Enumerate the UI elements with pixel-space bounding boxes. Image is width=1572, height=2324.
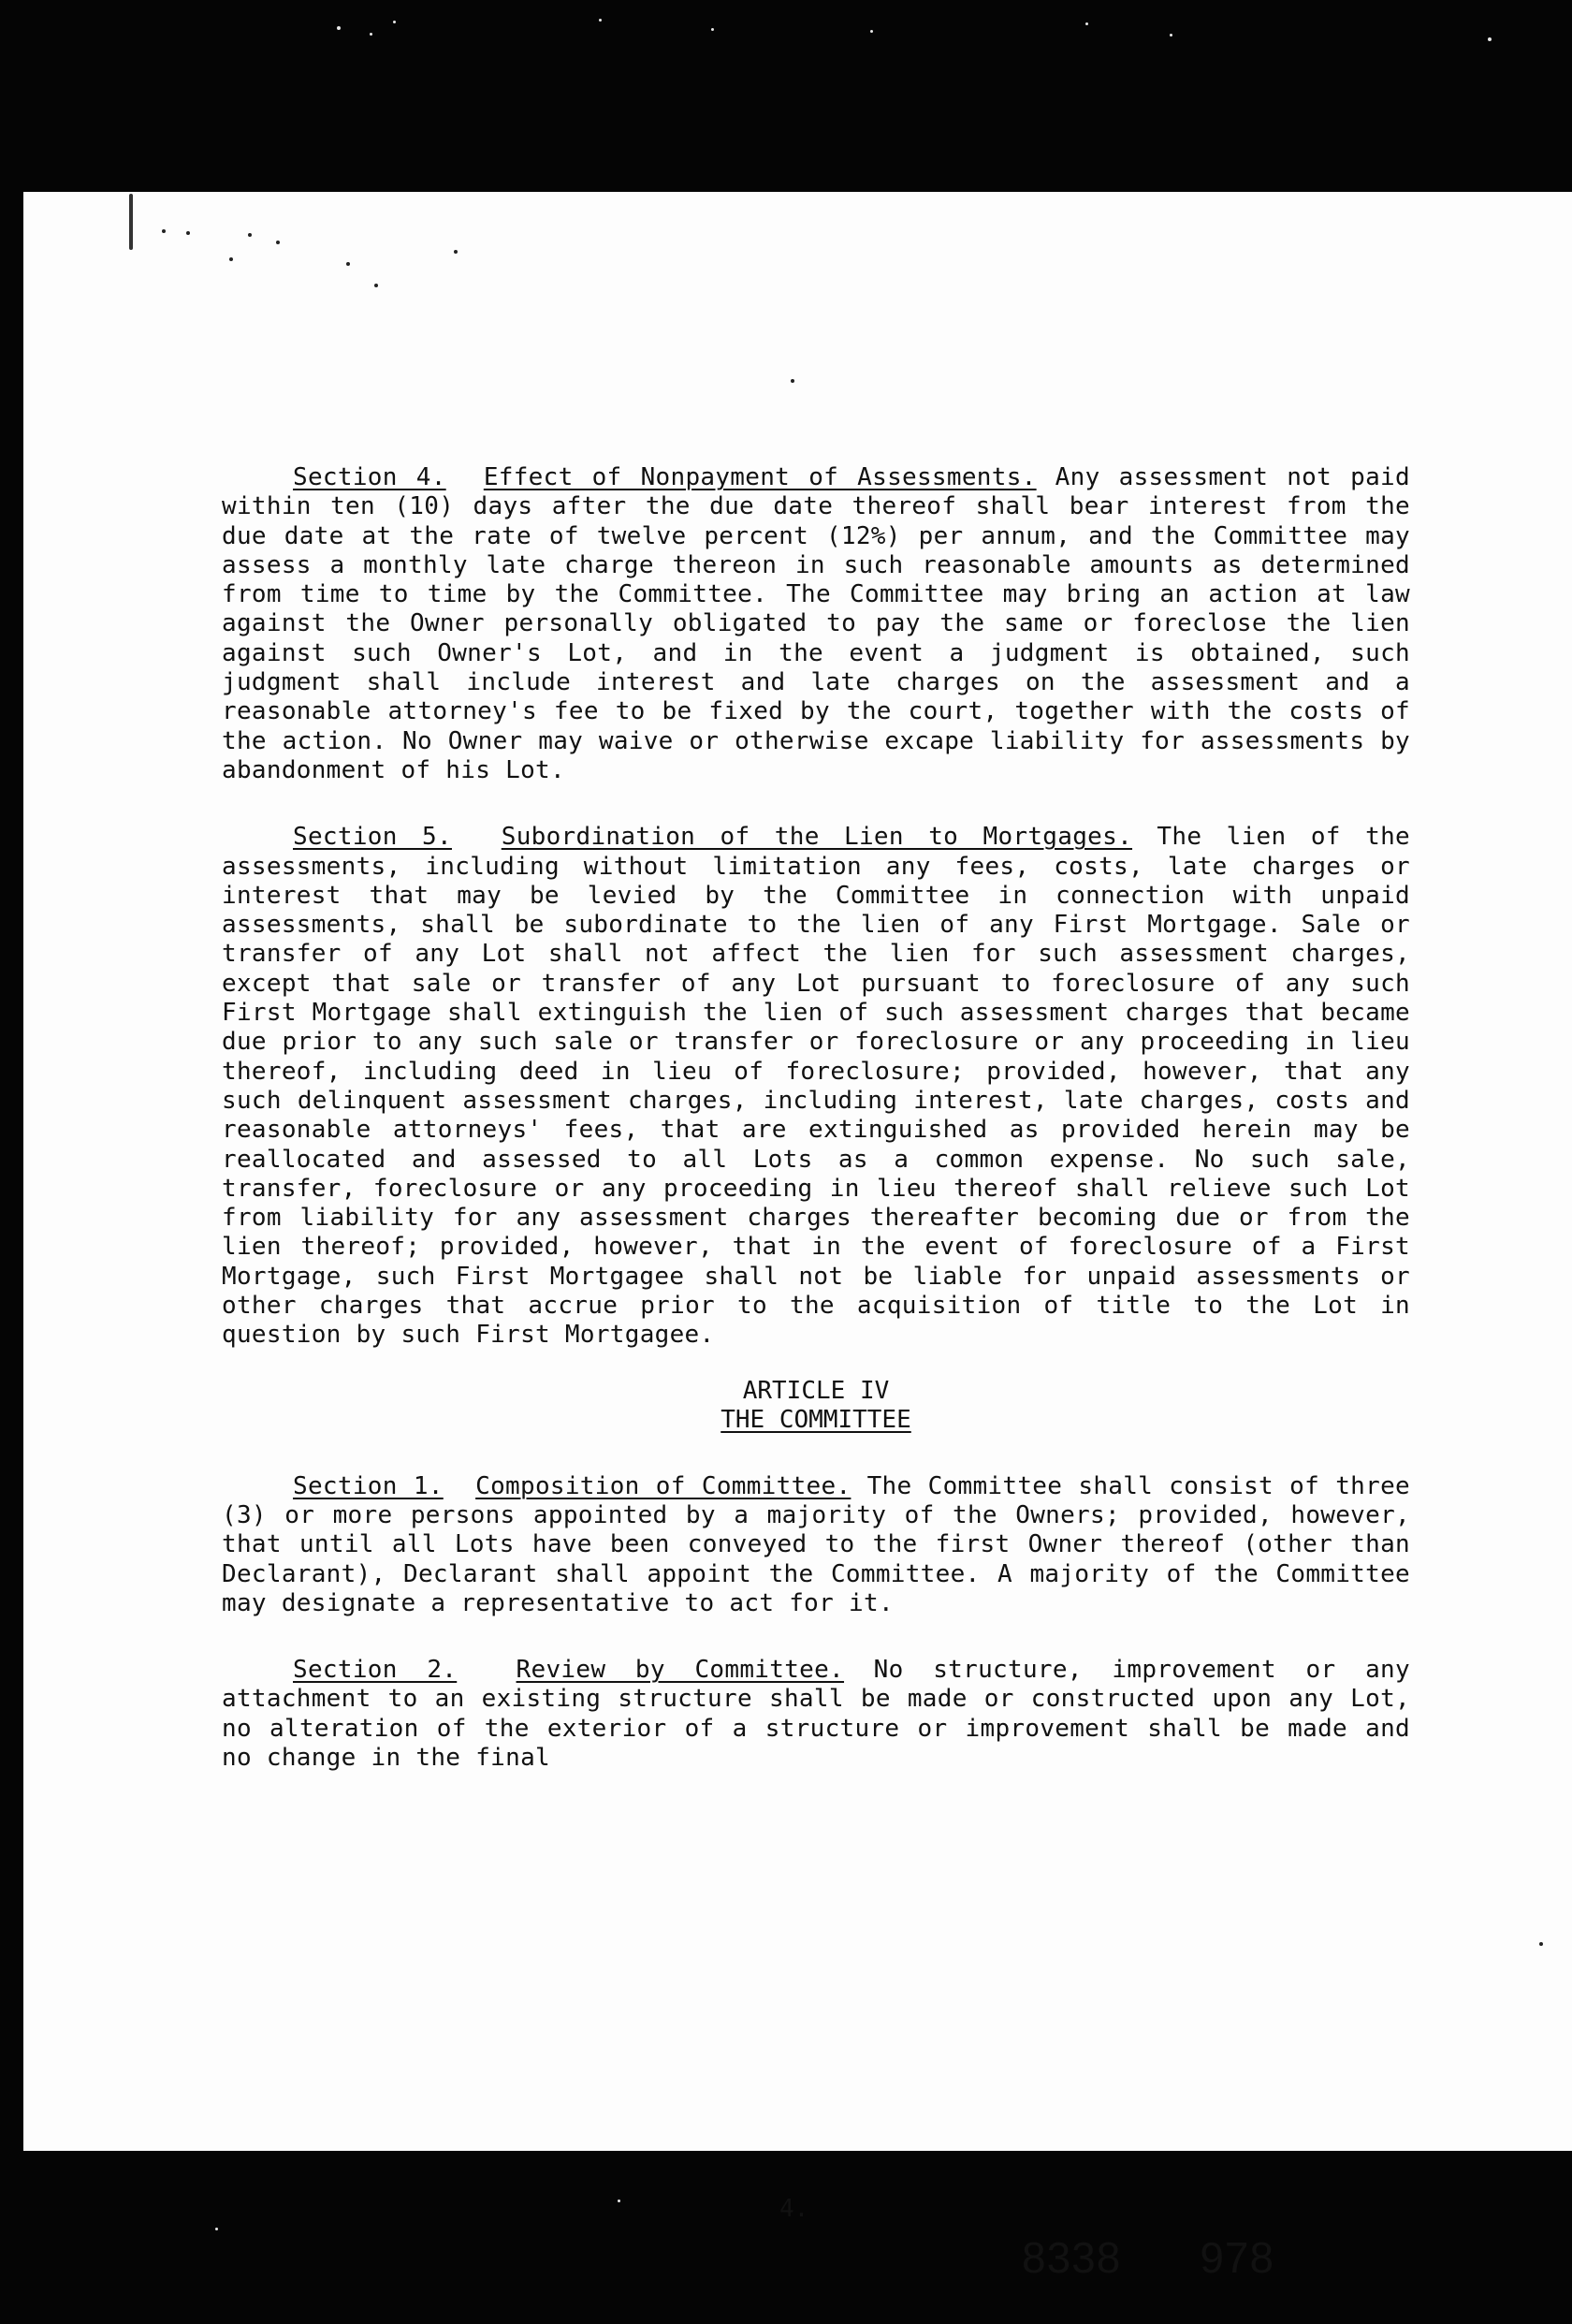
article-section-1-label: Section 1. <box>293 1471 444 1500</box>
scan-mark <box>248 233 252 237</box>
scan-mark <box>162 229 166 233</box>
scan-speck <box>393 21 396 23</box>
scan-speck <box>599 19 602 22</box>
document-page <box>23 192 1572 2282</box>
scan-speck <box>1488 37 1492 41</box>
scan-mark <box>229 257 233 261</box>
scan-speck <box>618 2200 620 2202</box>
article-section-1-title: Composition of Committee. <box>475 1471 852 1500</box>
scan-speck <box>337 26 341 30</box>
scan-speck <box>215 2228 218 2230</box>
document-code-part-1: 8338 <box>1022 2233 1122 2282</box>
scan-speck <box>1085 22 1088 25</box>
scan-mark <box>129 194 133 250</box>
section-4-paragraph <box>222 463 1410 785</box>
section-4-text: Any assessment not paid within ten (10) days after the due date thereof shall bear interest from the due date at the rate of twelve percent (12%) per annum, and the Committee may assess a monthly late charge thereon in such reasonable amounts as determined from time to time by the Committee. The Committee may bring an action at law against the Owner personally obligated to pay the same or foreclose the lien against such Owner's Lot, and in the event a judgment is obtained, such judgment shall include interest and late charges on the assessment and a reasonable attorney's fee to be fixed by the court, together with the costs of the action. No Owner may waive or otherwise excape liability for assessments by abandonment of his Lot. <box>222 463 1410 784</box>
scan-speck <box>370 33 372 36</box>
article-title: THE COMMITTEE <box>720 1405 911 1434</box>
document-body <box>222 463 1410 1810</box>
scan-speck <box>870 30 873 33</box>
scan-speck <box>1170 34 1172 37</box>
scan-mark <box>1539 1942 1543 1946</box>
section-4-label: Section 4. <box>293 463 446 491</box>
section-5-text: The lien of the assessments, including without limitation any fees, costs, late charges or interest that may be levied by the Committee in connection with unpaid assessments, shall be subordinate to the lien of any First Mortgage. Sale or transfer of any Lot shall not affect the lien for such assessment charges, except that sale or transfer of any Lot pursuant to foreclosure of any such First Mortgage shall extinguish the lien of such assessment charges that became due prior to any such sale or transfer or foreclosure or any proceeding in lieu thereof, including deed in lieu of foreclosure; provided, however, that any such delinquent assessment charges, including interest, late charges, costs and reasonable attorneys' fees, that are extinguished as provided herein may be reallocated and assessed to all Lots as a common expense. No such sale, transfer, foreclosure or any proceeding in lieu thereof shall relieve such Lot from liability for any assessment charges thereafter becoming due or from the lien thereof; provided, however, that in the event of foreclosure of a First Mortgage, such First Mortgagee shall not be liable for unpaid assessments or other charges that accrue prior to the acquisition of title to the Lot in question by such First Mortgagee. <box>222 823 1410 1350</box>
scan-mark <box>276 241 280 244</box>
article-section-2-text: No structure, improvement or any attachment to an existing structure shall be made or constructed upon any Lot, no alteration of the exterior of a structure or improvement shall be made and no change in the final <box>222 1656 1410 1772</box>
section-5-label: Section 5. <box>293 823 452 852</box>
article-heading <box>222 1377 1410 1435</box>
section-4-title: Effect of Nonpayment of Assessments. <box>483 463 1037 491</box>
section-5-title: Subordination of the Lien to Mortgages. <box>501 823 1133 852</box>
scan-mark <box>374 284 378 287</box>
document-code <box>1022 2232 1274 2283</box>
scan-mark <box>454 250 458 254</box>
article-section-1-text: The Committee shall consist of three (3) or more persons appointed by a majority of the Owners; provided, however, that until all Lots have been conveyed to the first Owner thereof (other than Declarant), Declarant shall appoint the Committee. A majority of the Committee may designate a representative to act for it. <box>222 1471 1410 1617</box>
article-section-2-paragraph <box>222 1656 1410 1773</box>
scan-mark <box>346 262 350 266</box>
article-number: ARTICLE IV <box>742 1376 890 1405</box>
scan-mark <box>186 231 190 235</box>
scan-speck <box>711 28 714 31</box>
document-code-part-2: 978 <box>1200 2233 1275 2282</box>
section-5-paragraph <box>222 823 1410 1350</box>
scan-mark <box>791 379 794 383</box>
page-number: 4. <box>779 2195 809 2223</box>
article-section-2-title: Review by Committee. <box>516 1656 845 1685</box>
article-section-2-label: Section 2. <box>293 1656 458 1685</box>
article-section-1-paragraph <box>222 1472 1410 1618</box>
